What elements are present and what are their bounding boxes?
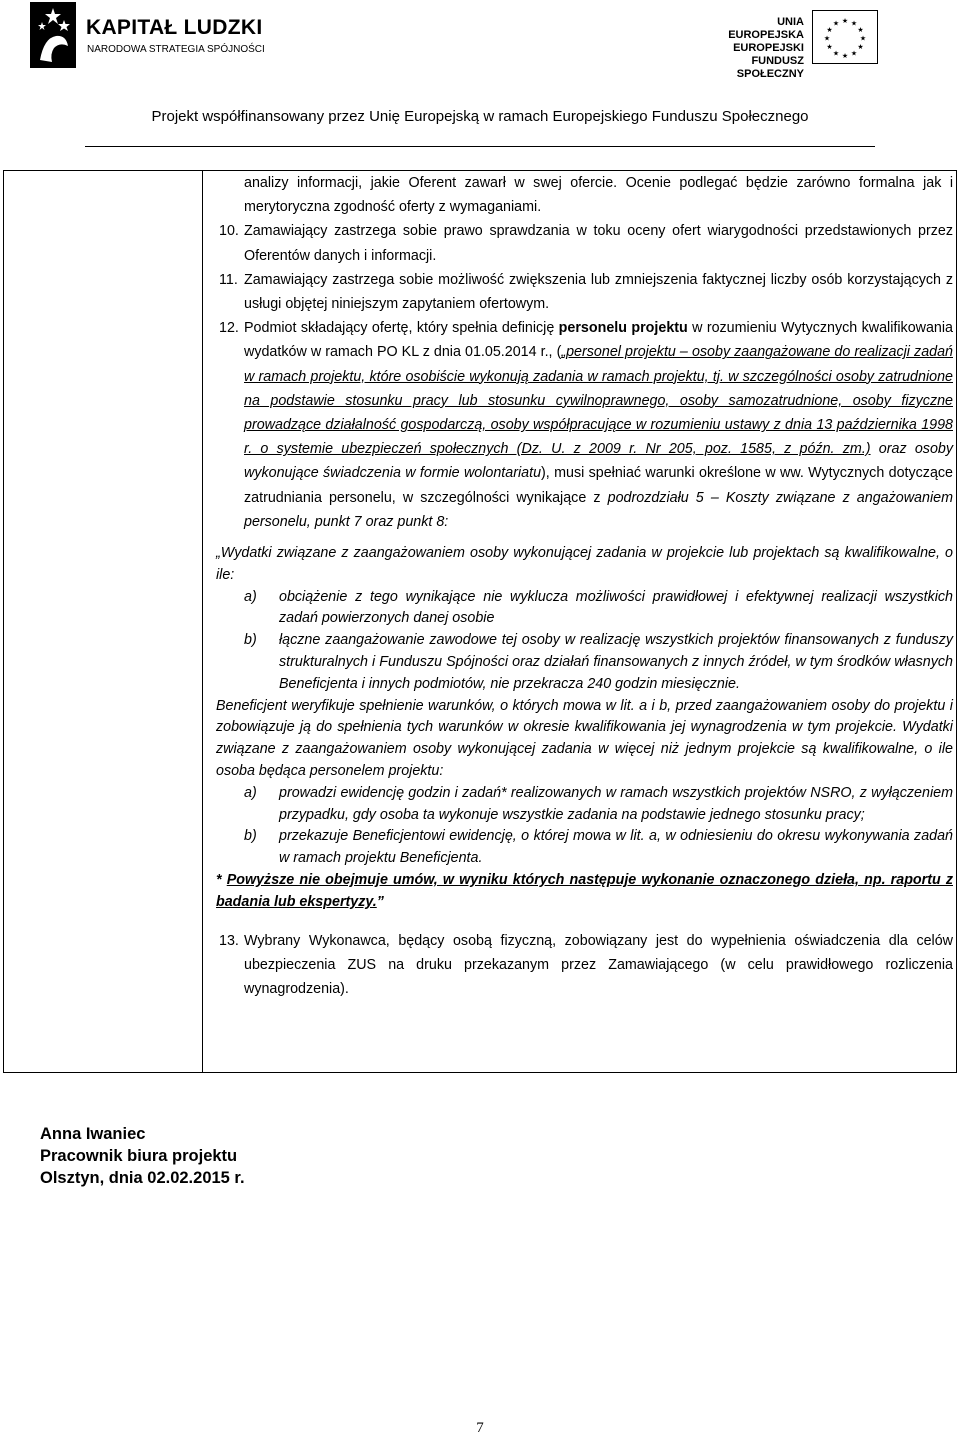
item-12-text-c: w rozumieniu Wytycznych kwalifikowania wydatków w ramach PO KL z dnia 01.05.2014 r., ( — [244, 320, 953, 361]
kapital-ludzki-logo — [30, 2, 265, 68]
quote-close-mark: ” — [376, 893, 384, 910]
item-12-volunteers: oraz osoby wykonujące świadczenia w formie wolontariatu — [244, 441, 953, 482]
eu-logo-text — [700, 16, 804, 81]
list-item-13 — [216, 929, 953, 1002]
eu-line-2: EUROPEJSKI — [733, 42, 804, 54]
list-item-11-text: Zamawiający zastrzega sobie możliwość zwiększenia lub zmniejszenia faktycznej liczby osób korzystających z usługi objętej niniejszym zapytaniem ofertowym. — [244, 271, 953, 313]
list-item-10-text: Zamawiający zastrzega sobie prawo sprawdzania w toku oceny ofert wiarygodności przedstawionych przez Oferentów danych i informacji. — [244, 223, 953, 264]
guidelines-quote — [216, 543, 953, 914]
list-item-12 — [216, 316, 953, 534]
quote-point-b-text: łączne zaangażowanie zawodowe tej osoby w realizację wszystkich projektów finansowanych z funduszy strukturalnych i Funduszu Spójności oraz działań finansowanych z innych źródeł, w tym środków własnych Beneficjenta i innych podmiotów, nie przekracza 240 godzin miesięcznie. — [279, 632, 953, 692]
svg-text:★: ★ — [841, 52, 849, 60]
paragraph-continuation: analizy informacji, jakie Oferent zawarł w swej ofercie. Ocenie podlegać będzie zarówno formalna jak i merytoryczna zgodność oferty z wymaganiami. — [244, 175, 953, 216]
quote-point-2b-letter: b) — [244, 828, 257, 845]
svg-text:★: ★ — [859, 34, 867, 43]
footnote-text: Powyższe nie obejmuje umów, w wyniku których następuje wykonanie oznaczonego dzieła, np. raportu z badania lub ekspertyzy. — [216, 872, 953, 910]
table-left-column — [4, 171, 203, 1072]
svg-text:★: ★ — [826, 26, 833, 34]
list-item-13-text: Wybrany Wykonawca, będący osobą fizyczną, zobowiązany jest do wypełnienia oświadczenia dla celów ubezpieczenia ZUS na druku przekazanym przez Zamawiającego (w celu prawidłowego rozliczenia wynagrodzenia). — [244, 932, 953, 997]
list-item-10 — [216, 219, 953, 267]
list-item-11-number: 11. — [219, 271, 238, 288]
list-item-13-number: 13. — [219, 932, 239, 949]
item-12-text-a: Podmiot składający ofertę, który spełnia definicję — [244, 320, 559, 337]
list-item-12-number: 12. — [219, 320, 239, 337]
item-12-definition: „personel projektu – osoby zaangażowane do realizacji zadań w ramach projektu, które osobiście wykonują zadania w ramach projektu, tj. w szczególności osoby zatrudnione na podstawie stosunku pracy lub stosunku cywilnoprawnego, osoby samozatrudnione, osoby fizyczne prowadzące działalność gospodarczą, osoby współpracujące w rozumieniu ustawy z dnia 13 października 1998 r. o systemie ubezpieczeń społecznych (Dz. U. z 2009 r. Nr 205, poz. 1585, z późn. zm.) — [244, 344, 953, 458]
quote-intro: „Wydatki związane z zaangażowaniem osoby wykonującej zadania w projekcie lub projektach są kwalifikowalne, o ile: — [216, 545, 953, 583]
quote-point-a — [216, 587, 953, 631]
project-cofinancing-line: Projekt współfinansowany przez Unię Europejską w ramach Europejskiego Funduszu Społecznego — [151, 108, 809, 125]
footnote-star: * — [216, 872, 227, 888]
page-number: 7 — [476, 1420, 484, 1436]
svg-text:★: ★ — [832, 49, 840, 58]
quote-middle: Beneficjent weryfikuje spełnienie warunków, o których mowa w lit. a i b, przed zaangażowaniem osoby do projektu i zobowiązuje ją do spełnienia tych warunków w okresie kwalifikowania jej wynagrodzenia w tym projekcie. Wydatki związane z zaangażowaniem osoby wykonującej zadania w więcej niż jednym projekcie są kwalifikowalne, o ile osoba będąca personelem projektu: — [216, 697, 953, 780]
list-item-10-number: 10. — [219, 223, 239, 240]
svg-text:★: ★ — [857, 43, 864, 51]
quote-point-2b — [216, 826, 953, 870]
quote-point-b — [216, 630, 953, 695]
content-table — [3, 170, 957, 1073]
quote-point-2b-text: przekazuje Beneficjentowi ewidencję, o której mowa w lit. a, w odniesieniu do okresu wykonywania zadań w ramach projektu Beneficjenta. — [279, 828, 953, 867]
kapital-ludzki-emblem-icon — [30, 2, 76, 68]
kapital-ludzki-subtitle: NARODOWA STRATEGIA SPÓJNOŚCI — [87, 44, 265, 55]
quote-point-2a-text: prowadzi ewidencję godzin i zadań* realizowanych w ramach wszystkich projektów NSRO, z wyłączeniem przypadku, gdy osoba ta wykonuje wszystkie zadania na podstawie jednego stosunku pracy; — [279, 784, 953, 823]
quote-point-b-letter: b) — [244, 632, 257, 649]
kapital-ludzki-title: KAPITAŁ LUDZKI — [86, 16, 263, 39]
eu-logo — [700, 8, 880, 80]
svg-text:★: ★ — [823, 34, 831, 43]
quote-point-a-letter: a) — [244, 588, 257, 605]
table-right-column — [216, 171, 953, 1001]
signature-place-date: Olsztyn, dnia 02.02.2015 r. — [40, 1169, 245, 1187]
header-divider — [85, 146, 875, 147]
eu-line-3: FUNDUSZ SPOŁECZNY — [736, 55, 804, 80]
signature-name: Anna Iwaniec — [40, 1125, 146, 1143]
quote-point-a-text: obciążenie z tego wynikające nie wyklucza możliwości prawidłowej i efektywnej realizacji wszystkich zadań powierzonych danej osobie — [279, 588, 953, 627]
svg-text:★: ★ — [857, 26, 864, 34]
item-12-personel-term: personelu projektu — [558, 320, 688, 337]
svg-text:★: ★ — [850, 49, 858, 58]
signature-block — [40, 1123, 245, 1189]
quote-point-2a — [216, 783, 953, 827]
item-12-text-f: ), musi spełniać warunki określone w ww. Wytycznych dotyczące zatrudniania personelu, w szczególności wynikające z — [244, 465, 953, 506]
svg-text:★: ★ — [841, 17, 849, 25]
signature-role: Pracownik biura projektu — [40, 1147, 238, 1165]
list-item-11 — [216, 268, 953, 316]
quote-point-2a-letter: a) — [244, 784, 257, 801]
eu-flag-icon — [812, 10, 878, 64]
svg-text:★: ★ — [826, 43, 833, 51]
quote-footnote — [216, 870, 953, 914]
svg-text:★: ★ — [850, 19, 858, 28]
svg-text:★: ★ — [832, 19, 840, 28]
eu-line-1: UNIA EUROPEJSKA — [728, 16, 804, 41]
item-12-subchapter-ref: podrozdziału 5 – Koszty związane z angażowaniem personelu, punkt 7 oraz punkt 8: — [244, 489, 953, 530]
page-header — [0, 0, 960, 148]
